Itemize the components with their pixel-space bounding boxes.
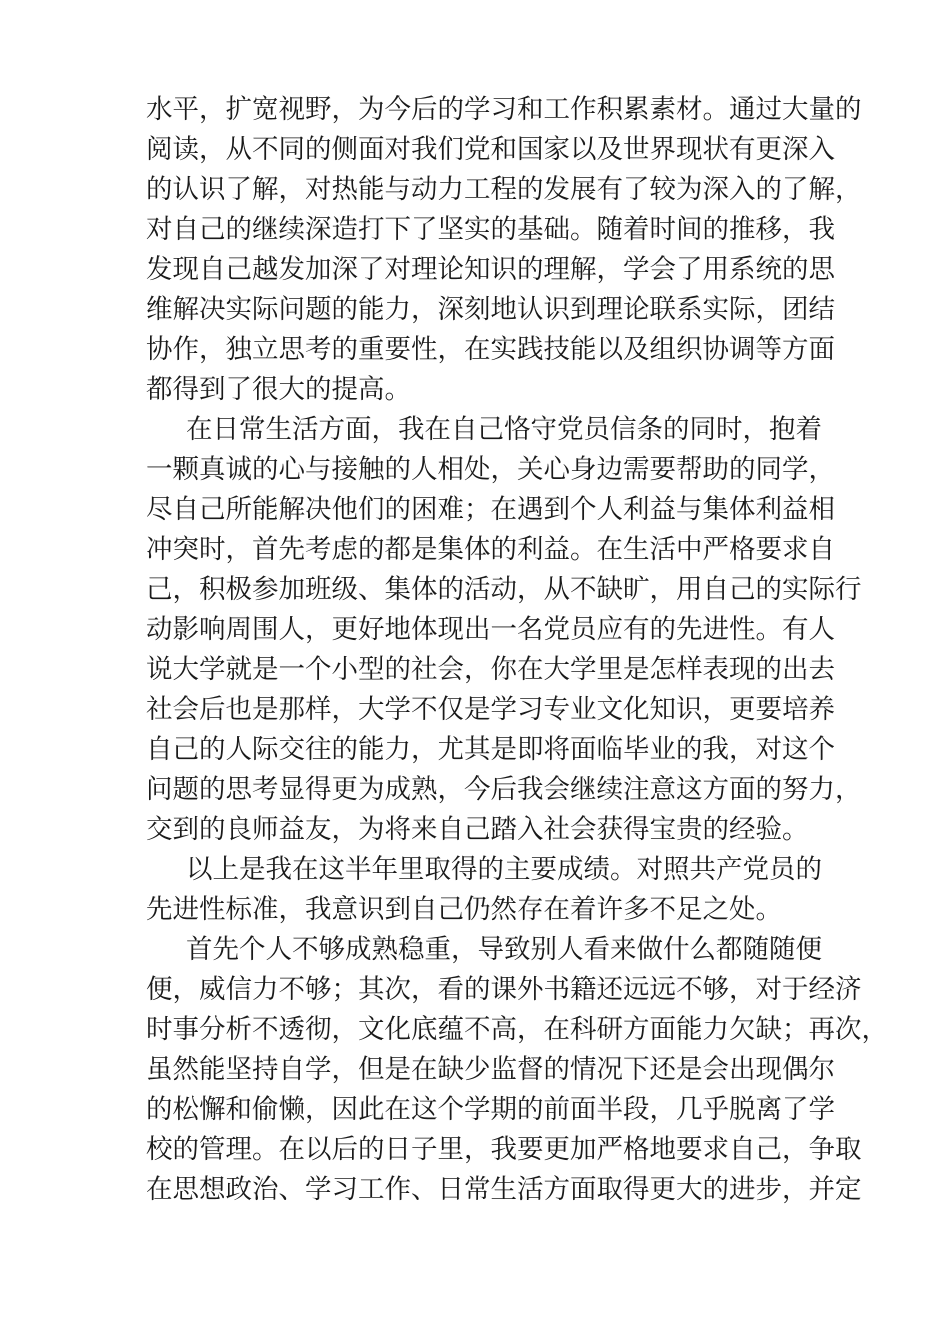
text-line: 先进性标准，我意识到自己仍然存在着许多不足之处。 bbox=[146, 894, 782, 925]
text-line: 阅读，从不同的侧面对我们党和国家以及世界现状有更深入 bbox=[146, 134, 835, 165]
text-line: 在思想政治、学习工作、日常生活方面取得更大的进步，并定 bbox=[146, 1174, 862, 1205]
paragraph-3 bbox=[146, 850, 822, 930]
text-line: 维解决实际问题的能力，深刻地认识到理论联系实际，团结 bbox=[146, 294, 835, 325]
text-line: 对自己的继续深造打下了坚实的基础。随着时间的推移，我 bbox=[146, 214, 835, 245]
text-line: 冲突时，首先考虑的都是集体的利益。在生活中严格要求自 bbox=[146, 534, 835, 565]
text-line: 社会后也是那样，大学不仅是学习专业文化知识，更要培养 bbox=[146, 694, 835, 725]
paragraph-4 bbox=[146, 930, 888, 1210]
text-line: 一颗真诚的心与接触的人相处，关心身边需要帮助的同学， bbox=[146, 454, 835, 485]
text-line: 首先个人不够成熟稳重，导致别人看来做什么都随随便 bbox=[186, 934, 822, 965]
text-line: 自己的人际交往的能力，尤其是即将面临毕业的我，对这个 bbox=[146, 734, 835, 765]
text-line: 的认识了解，对热能与动力工程的发展有了较为深入的了解， bbox=[146, 174, 862, 205]
text-line: 发现自己越发加深了对理论知识的理解，学会了用系统的思 bbox=[146, 254, 835, 285]
text-line: 问题的思考显得更为成熟，今后我会继续注意这方面的努力， bbox=[146, 774, 862, 805]
text-line: 便，威信力不够；其次，看的课外书籍还远远不够，对于经济 bbox=[146, 974, 862, 1005]
text-line: 以上是我在这半年里取得的主要成绩。对照共产党员的 bbox=[186, 854, 822, 885]
text-line: 校的管理。在以后的日子里，我要更加严格地要求自己，争取 bbox=[146, 1134, 862, 1165]
paragraph-1 bbox=[146, 90, 862, 410]
text-line: 交到的良师益友，为将来自己踏入社会获得宝贵的经验。 bbox=[146, 814, 809, 845]
text-line: 的松懈和偷懒，因此在这个学期的前面半段，几乎脱离了学 bbox=[146, 1094, 835, 1125]
text-line: 水平，扩宽视野，为今后的学习和工作积累素材。通过大量的 bbox=[146, 94, 862, 125]
text-line: 尽自己所能解决他们的困难；在遇到个人利益与集体利益相 bbox=[146, 494, 835, 525]
text-line: 己，积极参加班级、集体的活动，从不缺旷，用自己的实际行 bbox=[146, 574, 862, 605]
paragraph-2 bbox=[146, 410, 862, 850]
text-line: 都得到了很大的提高。 bbox=[146, 374, 411, 405]
document-body bbox=[146, 90, 888, 1210]
text-line: 在日常生活方面，我在自己恪守党员信条的同时，抱着 bbox=[186, 414, 822, 445]
text-line: 虽然能坚持自学，但是在缺少监督的情况下还是会出现偶尔 bbox=[146, 1054, 835, 1085]
text-line: 说大学就是一个小型的社会，你在大学里是怎样表现的出去 bbox=[146, 654, 835, 685]
text-line: 动影响周围人，更好地体现出一名党员应有的先进性。有人 bbox=[146, 614, 835, 645]
text-line: 协作，独立思考的重要性，在实践技能以及组织协调等方面 bbox=[146, 334, 835, 365]
text-line: 时事分析不透彻，文化底蕴不高，在科研方面能力欠缺；再次， bbox=[146, 1014, 888, 1045]
